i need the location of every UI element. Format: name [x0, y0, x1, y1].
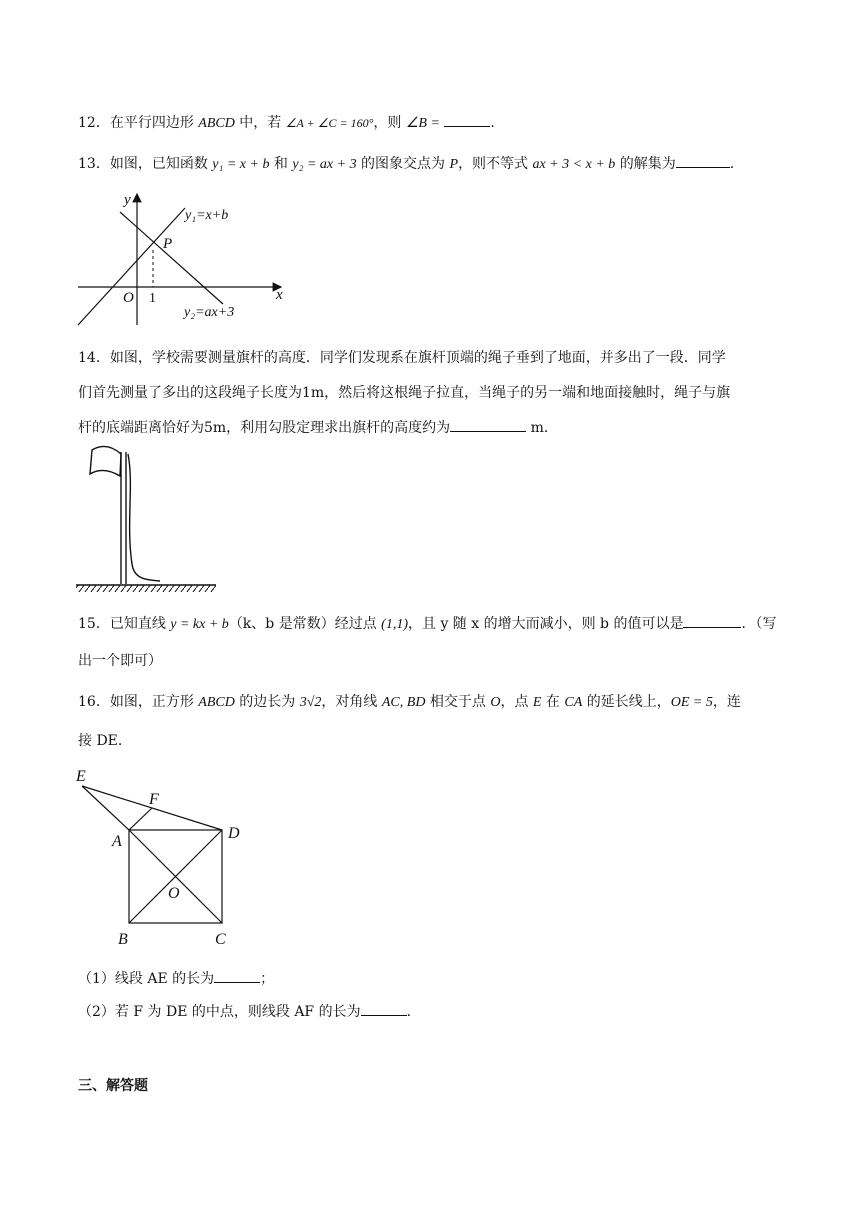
label-f: F: [149, 791, 159, 808]
label-c: C: [215, 931, 226, 948]
answer-blank[interactable]: [683, 613, 741, 628]
question-14-line-2: 们首先测量了多出的这段绳子长度为1m，然后将这根绳子拉直，当绳子的另一端和地面接触时，绳子与旗: [78, 385, 731, 401]
question-12: 12．在平行四边形 ABCD 中，若 ∠A + ∠C = 160°，则 ∠B = .: [78, 112, 495, 134]
line-y2-label: y₂=ax+3: [184, 305, 235, 320]
y-label: y: [124, 192, 131, 208]
flag: [90, 447, 121, 476]
question-16-part-2: （2）若 F 为 DE 的中点，则线段 AF 的长为 .: [78, 1001, 411, 1022]
question-13: 13．如图，已知函数 y₁ = x + b 和 y₂ = ax + 3 的图象交点为 P，则不等式 ax + 3 < x + b 的解集为 .: [78, 153, 734, 175]
answer-blank[interactable]: [450, 417, 526, 432]
figure-14-flagpole: [76, 444, 218, 594]
rope: [128, 454, 160, 581]
question-14-line-3: 杆的底端距离恰好为5m，利用勾股定理求出旗杆的高度约为 m．: [78, 417, 558, 438]
question-15-line-2: 出一个即可）: [78, 653, 162, 669]
question-16: 16．如图，正方形 ABCD 的边长为 3√2，对角线 AC, BD 相交于点 O，点 E 在 CA 的延长线上，OE = 5，连: [78, 694, 741, 710]
answer-blank[interactable]: [676, 153, 730, 168]
segment-af: [129, 808, 152, 830]
label-e: E: [76, 768, 86, 785]
point-p-label: P: [163, 236, 173, 252]
segment-ea: [82, 786, 129, 830]
answer-blank[interactable]: [361, 1001, 407, 1016]
answer-blank[interactable]: [214, 968, 260, 983]
question-16-part-1: （1）线段 AE 的长为 ；: [78, 968, 274, 989]
line-y1: [78, 208, 185, 325]
label-a: A: [112, 833, 122, 850]
ground-hatch: [76, 585, 216, 592]
question-16-line-2: 接 DE．: [78, 733, 132, 749]
question-15: 15．已知直线 y = kx + b（k、b 是常数）经过点 (1,1)，且 y 随 x 的增大而减小，则 b 的值可以是 ．（写: [78, 613, 776, 635]
question-14-line-1: 14．如图，学校需要测量旗杆的高度．同学们发现系在旗杆顶端的绳子垂到了地面，并多出了一段．同学: [78, 350, 726, 366]
label-b: B: [118, 931, 128, 948]
x-label: x: [276, 287, 283, 303]
answer-blank[interactable]: [444, 112, 490, 127]
origin-label: O: [123, 290, 134, 306]
tick-1-label: 1: [149, 291, 156, 306]
figure-16-square: [72, 764, 272, 954]
section-heading: 三、解答题: [78, 1078, 148, 1094]
figure-13-graph: [78, 188, 298, 330]
line-y1-label: y₁=x+b: [185, 208, 229, 223]
line-y2: [120, 212, 223, 304]
label-o: O: [168, 885, 180, 902]
label-d: D: [228, 825, 240, 842]
